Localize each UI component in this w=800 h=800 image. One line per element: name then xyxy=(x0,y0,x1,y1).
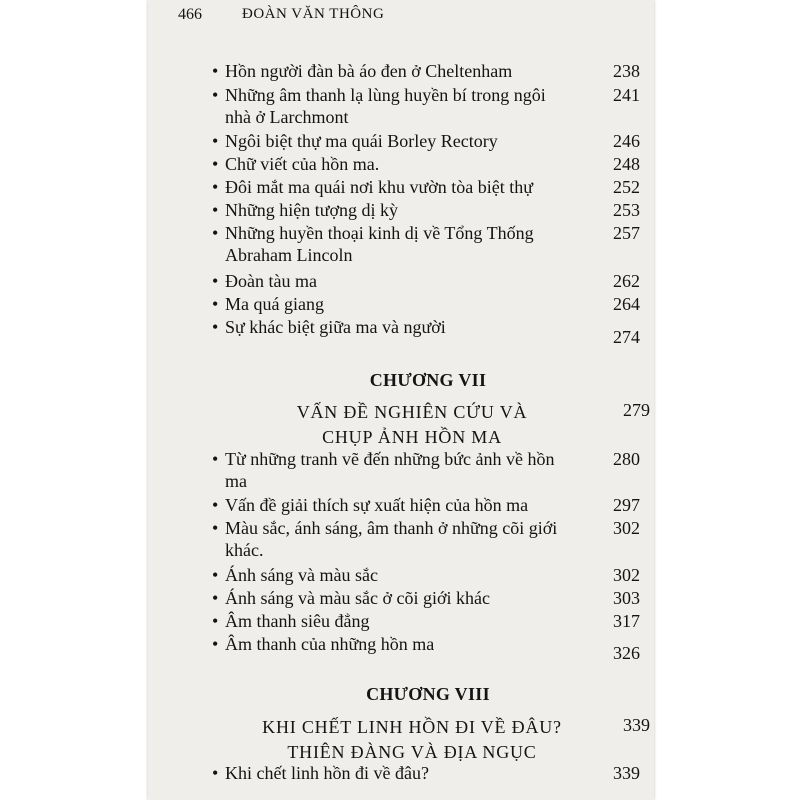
entry-title: Âm thanh siêu đẳng xyxy=(225,611,370,631)
running-header xyxy=(178,6,634,30)
entry-title: Những âm thanh lạ lùng huyền bí trong ngôi nhà ở Larchmont xyxy=(225,85,546,127)
bullet: • xyxy=(212,611,219,631)
bullet: • xyxy=(212,449,219,469)
page-number: 466 xyxy=(178,6,202,23)
entry-page: 246 xyxy=(613,131,640,151)
bullet: • xyxy=(212,495,219,515)
bullet: • xyxy=(212,200,219,220)
bullet: • xyxy=(212,271,219,291)
entry-title: Âm thanh của những hồn ma xyxy=(225,634,435,654)
entry-title: Vấn đề giải thích sự xuất hiện của hồn ma xyxy=(225,495,529,515)
entry-page: 257 xyxy=(613,223,640,243)
book-page xyxy=(148,0,654,800)
bullet: • xyxy=(212,61,219,81)
entry-title: Ngôi biệt thự ma quái Borley Rectory xyxy=(225,131,498,151)
bullet: • xyxy=(212,223,219,243)
bullet: • xyxy=(212,154,219,174)
running-title: ĐOÀN VĂN THÔNG xyxy=(242,6,385,22)
entry-title: Hồn người đàn bà áo đen ở Cheltenham xyxy=(225,61,513,81)
entry-page: 274 xyxy=(613,327,640,347)
entry-page: 317 xyxy=(613,611,640,631)
entry-page: 303 xyxy=(613,588,640,608)
entry-title: Ma quá giang xyxy=(225,294,324,314)
bullet: • xyxy=(212,317,219,337)
entry-title: Những hiện tượng dị kỳ xyxy=(225,200,399,220)
entry-page: 297 xyxy=(613,495,640,515)
entry-title: Khi chết linh hồn đi về đâu? xyxy=(225,763,429,783)
entry-title: Ánh sáng và màu sắc xyxy=(225,565,378,585)
chapter-7-label: CHƯƠNG VII xyxy=(369,370,487,390)
entry-page: 339 xyxy=(613,763,640,783)
entry-title: Đoàn tàu ma xyxy=(225,271,317,291)
chapter-8-heading-line1: KHI CHẾT LINH HỒN ĐI VỀ ĐÂU? xyxy=(262,717,562,737)
bullet: • xyxy=(212,518,219,538)
entry-page: 252 xyxy=(613,177,640,197)
entry-page: 253 xyxy=(613,200,640,220)
bullet: • xyxy=(212,588,219,608)
entry-page: 238 xyxy=(613,61,640,81)
entry-page: 280 xyxy=(613,449,640,469)
bullet: • xyxy=(212,294,219,314)
bullet: • xyxy=(212,85,219,105)
chapter-7-heading-line2: CHỤP ẢNH HỒN MA xyxy=(322,427,502,447)
entry-title: Ánh sáng và màu sắc ở cõi giới khác xyxy=(225,588,490,608)
entry-page: 248 xyxy=(613,154,640,174)
bullet: • xyxy=(212,177,219,197)
entry-page: 326 xyxy=(613,643,640,663)
entry-page: 302 xyxy=(613,565,640,585)
entry-page: 302 xyxy=(613,518,640,538)
chapter-8-heading-line2: THIÊN ĐÀNG VÀ ĐỊA NGỤC xyxy=(287,742,537,762)
chapter-8-label: CHƯƠNG VIII xyxy=(366,684,490,704)
bullet: • xyxy=(212,763,219,783)
chapter-7-heading-line1: VẤN ĐỀ NGHIÊN CỨU VÀ xyxy=(296,402,528,422)
bullet: • xyxy=(212,565,219,585)
entry-page: 241 xyxy=(613,85,640,105)
bullet: • xyxy=(212,131,219,151)
entry-page: 262 xyxy=(613,271,640,291)
chapter-8-page: 339 xyxy=(623,715,650,735)
entry-title: Từ những tranh vẽ đến những bức ảnh về hồn ma xyxy=(225,449,555,491)
entry-title: Màu sắc, ánh sáng, âm thanh ở những cõi giới khác. xyxy=(225,518,558,560)
entry-title: Chữ viết của hồn ma. xyxy=(225,154,380,174)
entry-title: Đôi mắt ma quái nơi khu vườn tòa biệt thự xyxy=(225,177,534,197)
entry-page: 264 xyxy=(613,294,640,314)
bullet: • xyxy=(212,634,219,654)
chapter-7-page: 279 xyxy=(623,400,650,420)
entry-title: Sự khác biệt giữa ma và người xyxy=(225,317,446,337)
entry-title: Những huyền thoại kinh dị về Tổng Thống Abraham Lincoln xyxy=(225,223,534,265)
